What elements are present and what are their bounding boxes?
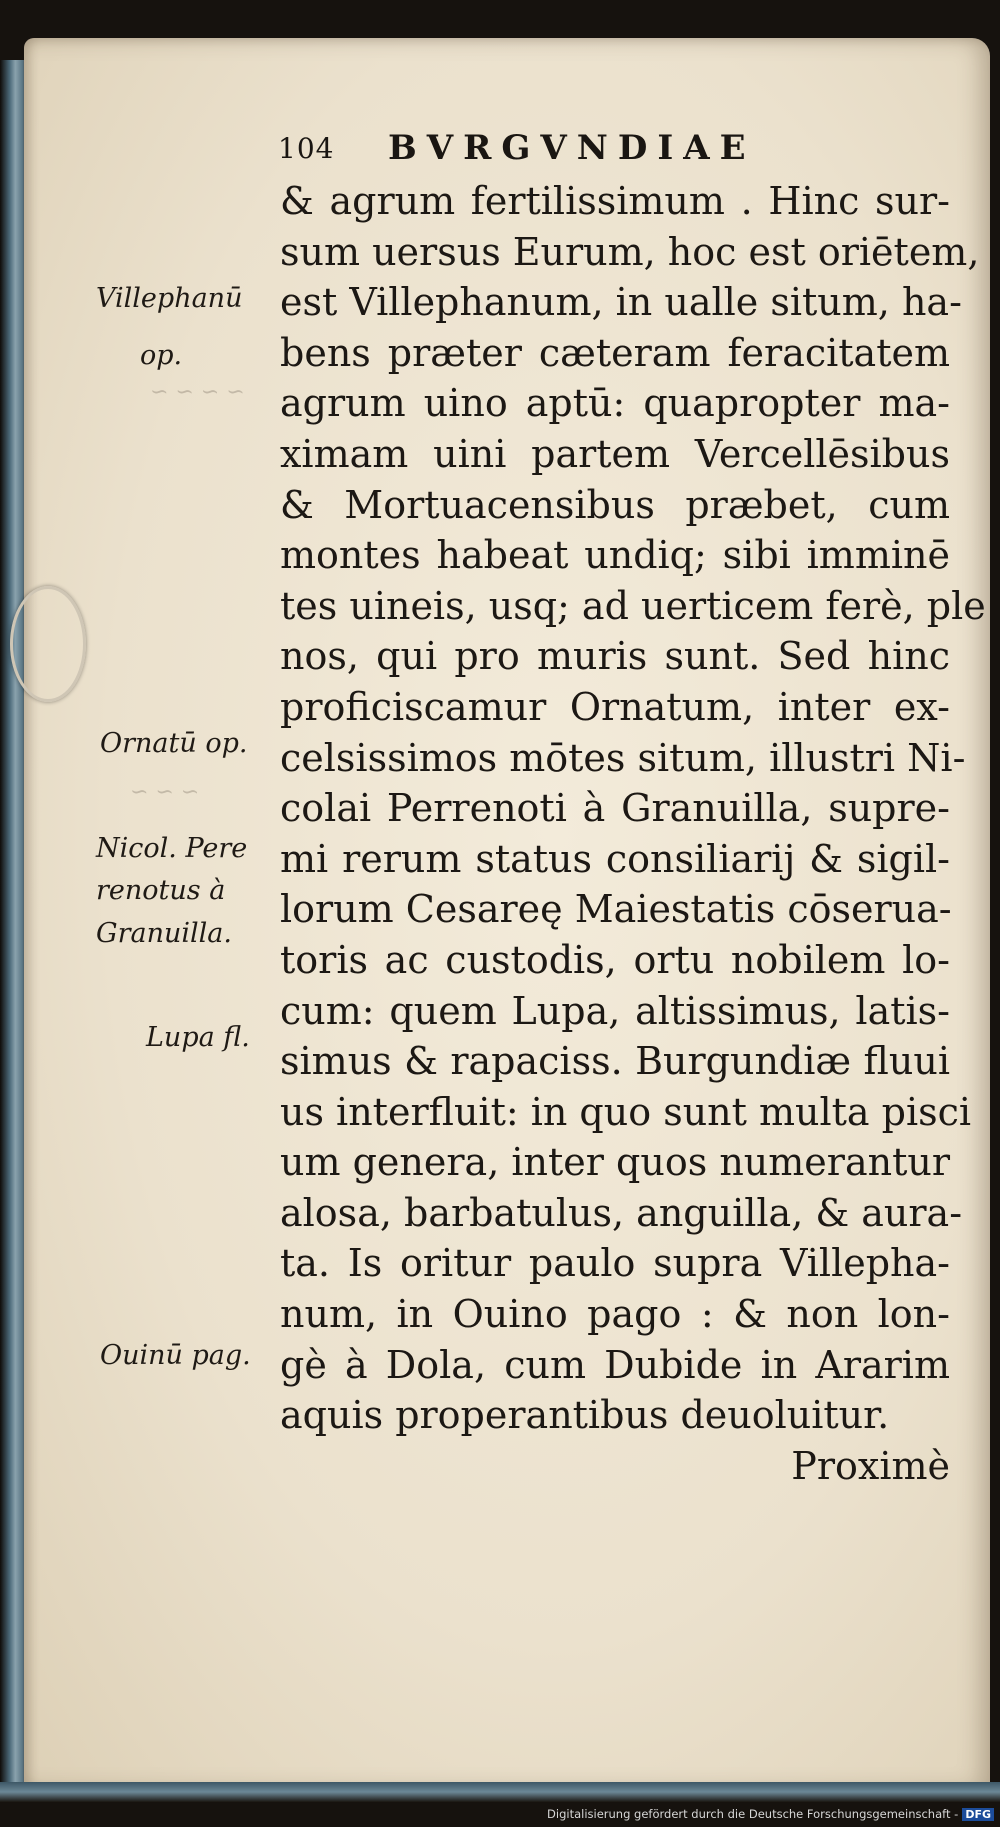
running-title: BVRGVNDIAE [388, 128, 756, 168]
text-line: cum: quem Lupa, altissimus, latis- [280, 988, 950, 1033]
margin-note-granuilla: Granuilla. [96, 918, 232, 949]
margin-note-lupa: Lupa fl. [146, 1022, 250, 1053]
text-line: est Villephanum, in ualle situm, ha- [280, 280, 962, 325]
show-through: ~ ~ ~ ~ [150, 380, 245, 405]
text-line: nos, qui pro muris sunt. Sed hinc [280, 634, 950, 679]
margin-note-perrenotus-cont: renotus à [96, 875, 226, 906]
text-line: celsissimos mōtes situm, illustri Ni- [280, 735, 966, 780]
margin-note-ornatum: Ornatū op. [100, 728, 248, 759]
text-line: num, in Ouino pago : & non lon- [280, 1292, 950, 1337]
text-line: proficiscamur Ornatum, inter ex- [280, 684, 950, 729]
text-line: ximam uini partem Vercellēsibus [280, 431, 950, 476]
text-line: lorum Cesareę Maiestatis cōserua- [280, 887, 952, 932]
page-number: 104 [278, 132, 335, 165]
book-bottom-edge [0, 1782, 1000, 1802]
margin-note-ouinum: Ouinū pag. [100, 1340, 251, 1371]
text-line: us interfluit: in quo sunt multa pisci [280, 1089, 972, 1134]
text-line: tes uineis, usq; ad uerticem ferè, ple [280, 583, 986, 628]
text-line: gè à Dola, cum Dubide in Ararim [280, 1342, 950, 1387]
text-line: aquis properantibus deuoluitur. [280, 1393, 890, 1438]
credit-text: Digitalisierung gefördert durch die Deutsche Forschungsgemeinschaft - [547, 1807, 959, 1821]
body-text [280, 176, 986, 1491]
text-line: toris ac custodis, ortu nobilem lo- [280, 937, 950, 982]
text-line: mi rerum status consiliarij & sigil- [280, 836, 950, 881]
text-line: um genera, inter quos numerantur [280, 1140, 950, 1185]
text-line: & Mortuacensibus præbet, cum [280, 482, 950, 527]
text-line: simus & rapaciss. Burgundiæ fluui [280, 1039, 950, 1084]
running-head [278, 128, 838, 168]
text-line: sum uersus Eurum, hoc est oriētem, [280, 229, 980, 274]
dfg-logo: DFG [962, 1808, 994, 1821]
margin-note-perrenotus: Nicol. Pere [96, 833, 248, 864]
margin-note-villephanum: Villephanū [96, 283, 243, 314]
margin-note-villephanum-cont: op. [140, 340, 183, 371]
text-line: alosa, barbatulus, anguilla, & aura- [280, 1190, 963, 1235]
text-line: colai Perrenoti à Granuilla, supre- [280, 786, 950, 831]
digitization-credit [547, 1807, 994, 1821]
text-line: ta. Is oritur paulo supra Villepha- [280, 1241, 950, 1286]
show-through: ~ ~ ~ [130, 780, 200, 805]
text-line: & agrum fertilissimum . Hinc sur- [280, 179, 950, 223]
text-line: montes habeat undiq; sibi imminē [280, 533, 950, 578]
text-line: bens præter cæteram feracitatem [280, 330, 950, 375]
page-clip [10, 586, 86, 702]
text-line: agrum uino aptū: quapropter ma- [280, 381, 950, 426]
catchword: Proximè [791, 1443, 950, 1488]
